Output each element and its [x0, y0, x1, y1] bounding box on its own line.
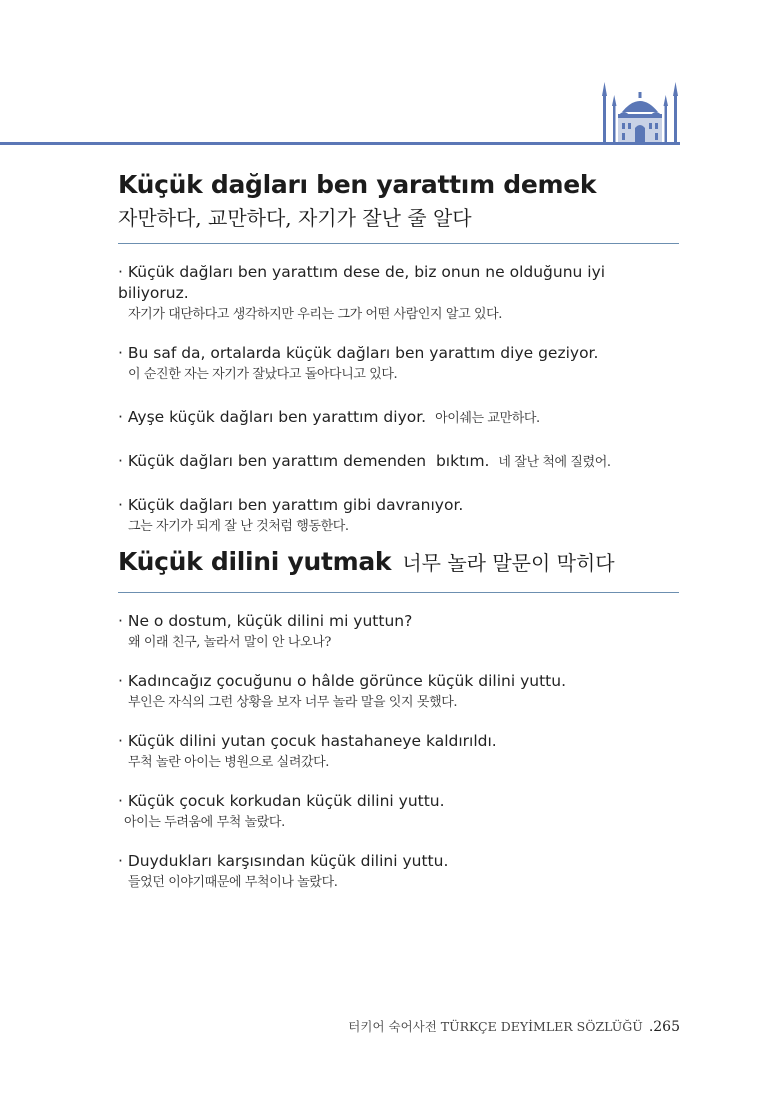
example-korean: 무척 놀란 아이는 병원으로 실려갔다. — [128, 755, 330, 770]
page-footer — [348, 1017, 680, 1035]
example-turkish: · Bu saf da, ortalarda küçük dağları ben yarattım diye geziyor. — [118, 344, 598, 362]
example-korean: 그는 자기가 되게 잘 난 것처럼 행동한다. — [128, 519, 349, 534]
example-item — [118, 262, 679, 325]
example-turkish: · Küçük dilini yutan çocuk hastahaneye kaldırıldı. — [118, 732, 497, 750]
example-item — [118, 611, 679, 653]
example-korean: 아이쉐는 교만하다. — [435, 411, 540, 426]
example-item — [118, 451, 679, 473]
header-rule — [0, 142, 680, 145]
example-turkish: · Küçük dağları ben yarattım demenden bıktım. — [118, 452, 489, 470]
example-korean: 아이는 두려움에 무척 놀랐다. — [124, 815, 285, 830]
example-item — [118, 407, 679, 429]
example-item — [118, 791, 679, 833]
example-turkish: · Duydukları karşısından küçük dilini yuttu. — [118, 852, 448, 870]
example-item — [118, 731, 679, 773]
idiom-meaning: 너무 놀라 말문이 막히다 — [402, 551, 615, 575]
example-turkish: · Ayşe küçük dağları ben yarattım diyor. — [118, 408, 426, 426]
page-number: .265 — [648, 1019, 680, 1035]
example-korean: 자기가 대단하다고 생각하지만 우리는 그가 어떤 사람인지 알고 있다. — [128, 307, 503, 322]
example-item — [118, 495, 679, 537]
footer-title: 터키어 숙어사전 TÜRKÇE DEYİMLER SÖZLÜĞÜ — [348, 1019, 643, 1034]
example-korean: 네 잘난 척에 질렸어. — [498, 455, 611, 470]
example-item — [118, 343, 679, 385]
example-turkish: · Ne o dostum, küçük dilini mi yuttun? — [118, 612, 412, 630]
example-korean: 들었던 이야기때문에 무척이나 놀랐다. — [128, 875, 338, 890]
example-turkish: · Kadıncağız çocuğunu o hâlde görünce küçük dilini yuttu. — [118, 672, 566, 690]
idiom-section-2 — [118, 547, 679, 893]
example-korean: 왜 이래 친구, 놀라서 말이 안 나오나? — [128, 635, 331, 650]
example-korean: 부인은 자식의 그런 상황을 보자 너무 놀라 말을 잇지 못했다. — [128, 695, 458, 710]
idiom-meaning: 자만하다, 교만하다, 자기가 잘난 줄 알다 — [118, 206, 472, 230]
example-turkish: · Küçük çocuk korkudan küçük dilini yuttu. — [118, 792, 445, 810]
example-turkish: · Küçük dağları ben yarattım dese de, biz onun ne olduğunu iyi biliyoruz. — [118, 263, 605, 302]
example-item — [118, 671, 679, 713]
section-divider — [118, 243, 679, 244]
mosque-icon — [600, 78, 680, 144]
example-korean: 이 순진한 자는 자기가 잘났다고 돌아다니고 있다. — [128, 367, 398, 382]
idiom-title: Küçük dilini yutmak — [118, 547, 392, 576]
example-item — [118, 851, 679, 893]
example-turkish: · Küçük dağları ben yarattım gibi davranıyor. — [118, 496, 463, 514]
idiom-section-1 — [118, 170, 679, 537]
idiom-title: Küçük dağları ben yarattım demek — [118, 170, 597, 199]
section-divider — [118, 592, 679, 593]
